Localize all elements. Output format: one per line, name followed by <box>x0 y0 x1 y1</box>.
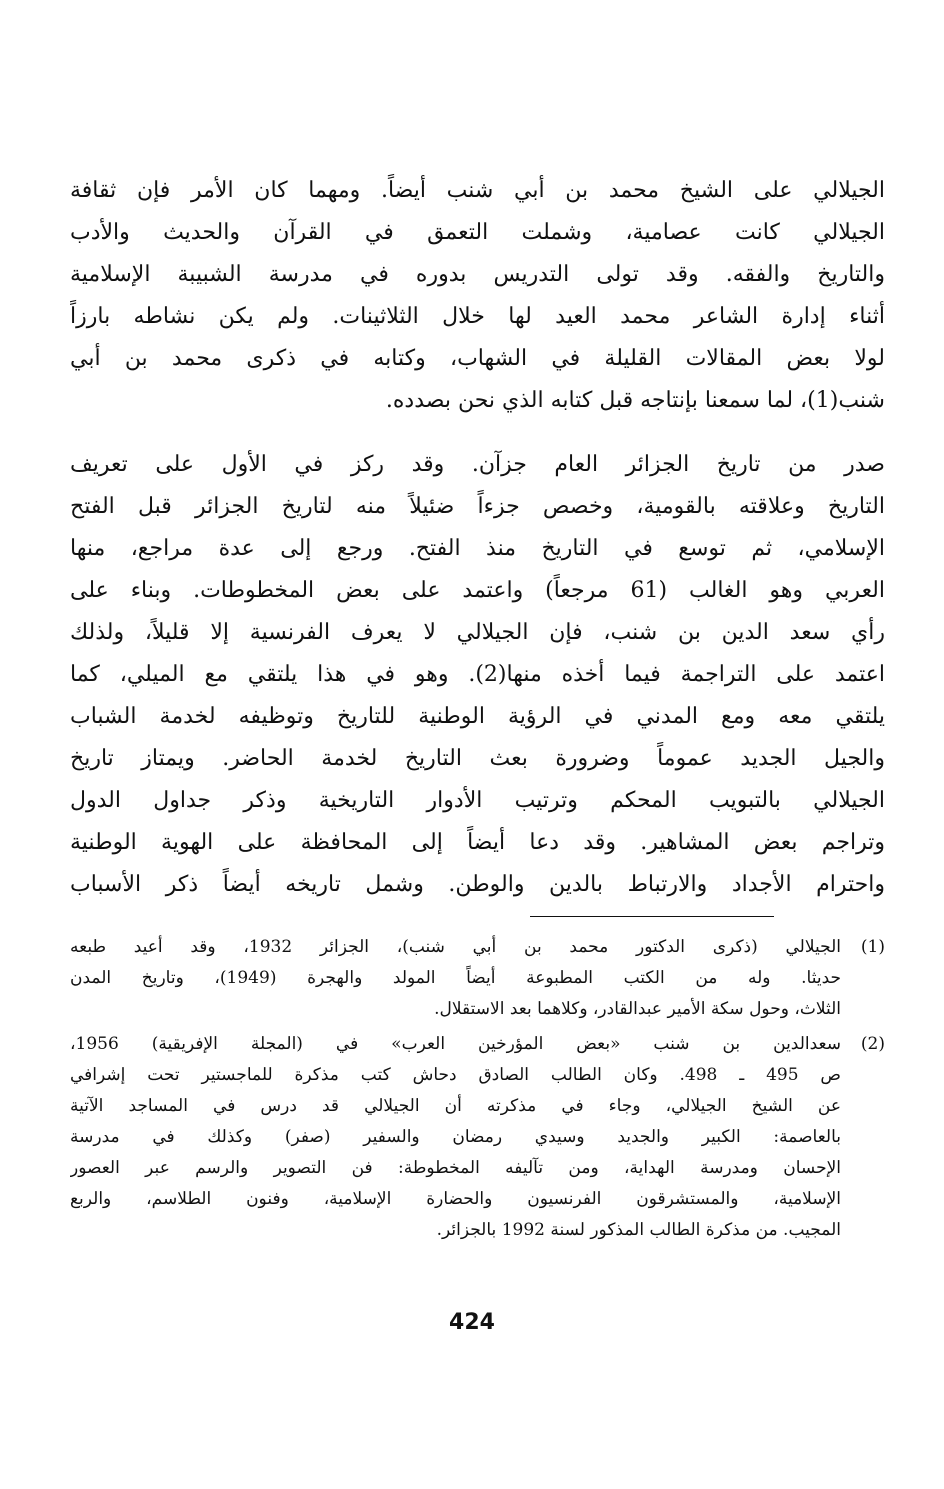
footnote-2 <box>70 1029 885 1246</box>
text-line: أثناء إدارة الشاعر محمد العيد لها خلال الثلاثينات. ولم يكن نشاطه بارزاً <box>70 304 885 329</box>
text-line: واحترام الأجداد والارتباط بالدين والوطن. وشمل تاريخه أيضاً ذكر الأسباب <box>70 872 885 897</box>
footnote-text <box>70 1029 841 1246</box>
footnote-divider <box>530 916 774 917</box>
footnote-line: الثلاث، وحول سكة الأمير عبدالقادر، وكلاهما بعد الاستقلال. <box>434 999 841 1019</box>
paragraph-2 <box>70 444 885 906</box>
footnote-1 <box>70 932 885 1025</box>
text-line: اعتمد على التراجمة فيما أخذه منها(2). وهو في هذا يلتقي مع الميلي، كما <box>70 662 885 687</box>
text-line: شنب(1)، لما سمعنا بإنتاجه قبل كتابه الذي نحن بصدده. <box>385 388 885 413</box>
footnote-line: عن الشيخ الجيلالي، وجاء في مذكرته أن الجيلالي قد درس في المساجد الآتية <box>70 1096 841 1116</box>
text-line: الجيلالي بالتبويب المحكم وترتيب الأدوار التاريخية وذكر جداول الدول <box>70 788 885 813</box>
footnote-line: الإحسان ومدرسة الهداية، ومن تآليفه المخطوطة: فن التصوير والرسم عبر العصور <box>70 1158 841 1178</box>
footnote-text <box>70 932 841 1025</box>
text-line: يلتقي معه ومع المدني في الرؤية الوطنية للتاريخ وتوظيفه لخدمة الشباب <box>70 704 885 729</box>
footnote-line: الإسلامية، والمستشرقون الفرنسيون والحضارة الإسلامية، وفنون الطلاسم، والربع <box>70 1189 841 1209</box>
text-line: الجيلالي على الشيخ محمد بن أبي شنب أيضاً. ومهما كان الأمر فإن ثقافة <box>70 178 885 203</box>
paragraph-1 <box>70 170 885 422</box>
footnote-number: (2) <box>860 1034 885 1054</box>
text-line: رأي سعد الدين بن شنب، فإن الجيلالي لا يعرف الفرنسية إلا قليلاً، ولذلك <box>70 620 885 645</box>
text-line: صدر من تاريخ الجزائر العام جزآن. وقد ركز في الأول على تعريف <box>70 452 885 477</box>
footnote-line: حديثا. وله من الكتب المطبوعة أيضاً المولد والهجرة (1949)، وتاريخ المدن <box>70 968 841 988</box>
footnote-line: بالعاصمة: الكبير والجديد وسيدي رمضان والسفير (صفر) وكذلك في مدرسة <box>70 1127 841 1147</box>
text-line: الإسلامي، ثم توسع في التاريخ منذ الفتح. ورجع إلى عدة مراجع، منها <box>70 536 885 561</box>
footnote-line: سعدالدين بن شنب «بعض المؤرخين العرب» في (المجلة الإفريقية) 1956، <box>70 1034 841 1054</box>
footnotes <box>70 932 885 1250</box>
text-line: والتاريخ والفقه. وقد تولى التدريس بدوره في مدرسة الشبيبة الإسلامية <box>70 262 885 287</box>
text-line: لولا بعض المقالات القليلة في الشهاب، وكتابه في ذكرى محمد بن أبي <box>70 346 885 371</box>
page-number: 424 <box>449 1310 495 1335</box>
text-line: العربي وهو الغالب (61 مرجعاً) واعتمد على بعض المخطوطات. وبناء على <box>70 578 885 603</box>
text-line: التاريخ وعلاقته بالقومية، وخصص جزءاً ضئيلاً منه لتاريخ الجزائر قبل الفتح <box>70 494 885 519</box>
footnote-number: (1) <box>860 937 885 957</box>
text-line: وتراجم بعض المشاهير. وقد دعا أيضاً إلى المحافظة على الهوية الوطنية <box>70 830 885 855</box>
text-line: الجيلالي كانت عصامية، وشملت التعمق في القرآن والحديث والأدب <box>70 220 885 245</box>
footnote-line: ص 495 ـ 498. وكان الطالب الصادق دحاش كتب مذكرة للماجستير تحت إشرافي <box>70 1065 841 1085</box>
text-line: والجيل الجديد عموماً وضرورة بعث التاريخ لخدمة الحاضر. ويمتاز تاريخ <box>70 746 885 771</box>
footnote-line: الجيلالي (ذكرى الدكتور محمد بن أبي شنب)، الجزائر 1932، وقد أعيد طبعه <box>70 937 841 957</box>
footnote-line: المجيب. من مذكرة الطالب المذكور لسنة 1992 بالجزائر. <box>436 1220 841 1240</box>
